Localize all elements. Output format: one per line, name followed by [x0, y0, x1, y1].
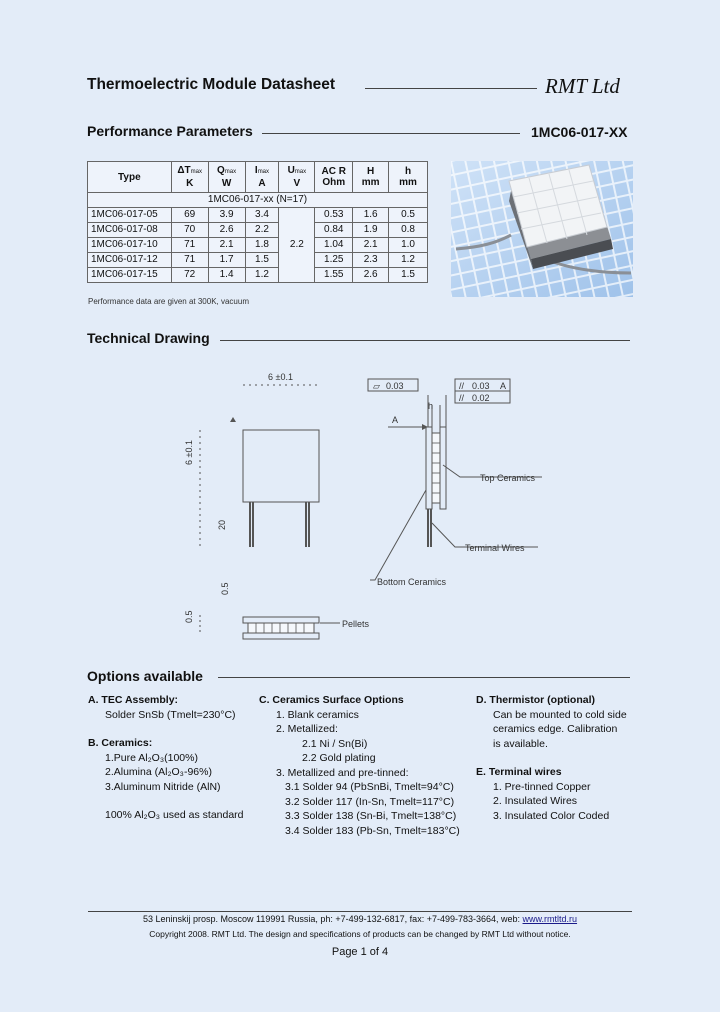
- terminal-wires-label: Terminal Wires: [465, 543, 525, 553]
- cell-r: 0.84: [315, 223, 353, 238]
- cell-h: 1.2: [389, 253, 428, 268]
- col-h: h mm: [389, 162, 428, 193]
- surface-option: 2.1 Ni / Sn(Bi): [302, 737, 368, 750]
- col-acr: AC R Ohm: [315, 162, 353, 193]
- cell-dt: 72: [171, 268, 208, 283]
- col-H: H mm: [353, 162, 389, 193]
- cell-r: 1.55: [315, 268, 353, 283]
- col-imax: Imax A: [245, 162, 279, 193]
- options-col-3: [476, 693, 636, 823]
- cell-dt: 71: [171, 253, 208, 268]
- website-link[interactable]: www.rmtltd.ru: [522, 914, 578, 924]
- cell-r: 0.53: [315, 208, 353, 223]
- cell-i: 3.4: [245, 208, 279, 223]
- group-row: [88, 193, 428, 208]
- page-title: Thermoelectric Module Datasheet: [87, 76, 336, 93]
- flatness-symbol: ▱: [373, 381, 380, 391]
- thermistor-text: is available.: [493, 737, 548, 750]
- cell-q: 1.4: [208, 268, 245, 283]
- header-rule: [365, 88, 537, 89]
- parallel-value-1: 0.03: [472, 381, 490, 391]
- cell-r: 1.25: [315, 253, 353, 268]
- flatness-value: 0.03: [386, 381, 404, 391]
- dim-side: 0.5: [220, 582, 230, 595]
- surface-option: 2. Metallized:: [276, 723, 338, 735]
- performance-note: Performance data are given at 300K, vacuum: [88, 297, 249, 306]
- cell-type: 1MC06-017-12: [88, 253, 172, 268]
- col-dtmax: ΔTmax K: [171, 162, 208, 193]
- tec-assembly-item: Solder SnSb (Tmelt=230°C): [105, 708, 236, 721]
- terminal-wire-option: 1. Pre-tinned Copper: [493, 780, 591, 793]
- terminal-wire-option: 2. Insulated Wires: [493, 795, 578, 807]
- cell-umax-shared: 2.2: [279, 208, 315, 283]
- cell-i: 1.2: [245, 268, 279, 283]
- surface-option: 3. Metallized and pre-tinned:: [276, 766, 409, 779]
- model-number: 1MC06-017-XX: [531, 124, 628, 140]
- ceramics-item: 3.Aluminum Nitride (AlN): [105, 780, 221, 793]
- parallel-value-2: 0.02: [472, 393, 490, 403]
- cell-H: 1.9: [353, 223, 389, 238]
- col-qmax: Qmax W: [208, 162, 245, 193]
- group-label: 1MC06-017-xx (N=17): [88, 193, 428, 208]
- performance-rule: [262, 133, 520, 134]
- bottom-ceramics-label: Bottom Ceramics: [377, 577, 447, 587]
- surface-options-title: C. Ceramics Surface Options: [259, 694, 404, 706]
- table-row: [88, 253, 428, 268]
- options-col-2: [259, 693, 474, 838]
- technical-drawing: [170, 365, 590, 650]
- drawing-heading: Technical Drawing: [87, 330, 210, 346]
- cell-h: 1.5: [389, 268, 428, 283]
- col-type: Type: [88, 162, 172, 193]
- copyright: Copyright 2008. RMT Ltd. The design and specifications of products can be changed by RMT Ltd without notice.: [149, 929, 571, 939]
- thermistor-text: Can be mounted to cold side: [493, 708, 627, 721]
- cell-i: 1.8: [245, 238, 279, 253]
- h-label: h: [428, 401, 434, 411]
- performance-table: [87, 161, 428, 283]
- cell-type: 1MC06-017-08: [88, 223, 172, 238]
- cell-H: 2.6: [353, 268, 389, 283]
- cell-dt: 71: [171, 238, 208, 253]
- cell-h: 0.8: [389, 223, 428, 238]
- table-row: [88, 208, 428, 223]
- surface-option: 1. Blank ceramics: [276, 708, 359, 721]
- dim-width: 6 ±0.1: [268, 372, 293, 382]
- cell-i: 2.2: [245, 223, 279, 238]
- ceramics-item: 2.Alumina (Al₂O₃-96%): [105, 766, 212, 778]
- thermistor-text: ceramics edge. Calibration: [493, 723, 618, 735]
- options-col-1: [88, 693, 258, 823]
- terminal-wire-option: 3. Insulated Color Coded: [493, 809, 610, 822]
- cell-h: 1.0: [389, 238, 428, 253]
- pellets-label: Pellets: [342, 619, 370, 629]
- dim-height: 6 ±0.1: [184, 440, 194, 465]
- page-number: Page 1 of 4: [331, 946, 389, 958]
- cell-r: 1.04: [315, 238, 353, 253]
- cell-q: 3.9: [208, 208, 245, 223]
- surface-option: 3.3 Solder 138 (Sn-Bi, Tmelt=138°C): [285, 810, 457, 822]
- options-rule: [218, 677, 630, 678]
- dim-sb: 0.5: [184, 610, 194, 623]
- options-heading: Options available: [87, 668, 203, 684]
- footer-address: [88, 914, 632, 924]
- cell-dt: 70: [171, 223, 208, 238]
- dim-wire: 20: [217, 519, 227, 530]
- table-header-row: [88, 162, 428, 193]
- ceramics-item: 1.Pure Al₂O₃(100%): [105, 751, 198, 764]
- cell-dt: 69: [171, 208, 208, 223]
- parallel-symbol-1: //: [459, 381, 465, 391]
- surface-option: 3.4 Solder 183 (Pb-Sn, Tmelt=183°C): [285, 824, 460, 837]
- ref-a: A: [392, 415, 399, 425]
- table-row: [88, 223, 428, 238]
- brand-logo: RMT Ltd: [545, 74, 620, 98]
- drawing-rule: [220, 340, 630, 341]
- terminal-wires-title: E. Terminal wires: [476, 766, 562, 778]
- cell-i: 1.5: [245, 253, 279, 268]
- surface-option: 2.2 Gold plating: [302, 752, 376, 764]
- surface-option: 3.2 Solder 117 (In-Sn, Tmelt=117°C): [285, 795, 455, 808]
- footer-rule: [88, 911, 632, 912]
- cell-q: 1.7: [208, 253, 245, 268]
- cell-q: 2.1: [208, 238, 245, 253]
- ceramics-title: B. Ceramics:: [88, 737, 153, 749]
- top-ceramics-label: Top Ceramics: [480, 473, 536, 483]
- cell-type: 1MC06-017-10: [88, 238, 172, 253]
- cell-H: 2.3: [353, 253, 389, 268]
- table-row: [88, 238, 428, 253]
- table-row: [88, 268, 428, 283]
- ceramics-note: 100% Al₂O₃ used as standard: [105, 809, 244, 821]
- parallel-ref: A: [500, 381, 507, 391]
- module-front-view: [243, 430, 319, 502]
- cell-h: 0.5: [389, 208, 428, 223]
- thermistor-title: D. Thermistor (optional): [476, 694, 595, 706]
- cell-type: 1MC06-017-05: [88, 208, 172, 223]
- cell-type: 1MC06-017-15: [88, 268, 172, 283]
- cell-q: 2.6: [208, 223, 245, 238]
- tec-assembly-title: A. TEC Assembly:: [88, 694, 179, 706]
- col-umax: Umax V: [279, 162, 315, 193]
- cell-H: 1.6: [353, 208, 389, 223]
- address-text: 53 Leninskij prosp. Moscow 119991 Russia, ph: +7-499-132-6817, fax: +7-499-783-3664, web:: [142, 914, 521, 924]
- cell-H: 2.1: [353, 238, 389, 253]
- performance-heading: Performance Parameters: [87, 123, 253, 139]
- surface-option: 3.1 Solder 94 (PbSnBi, Tmelt=94°C): [285, 781, 454, 793]
- parallel-symbol-2: //: [459, 393, 465, 403]
- product-photo: [451, 161, 633, 297]
